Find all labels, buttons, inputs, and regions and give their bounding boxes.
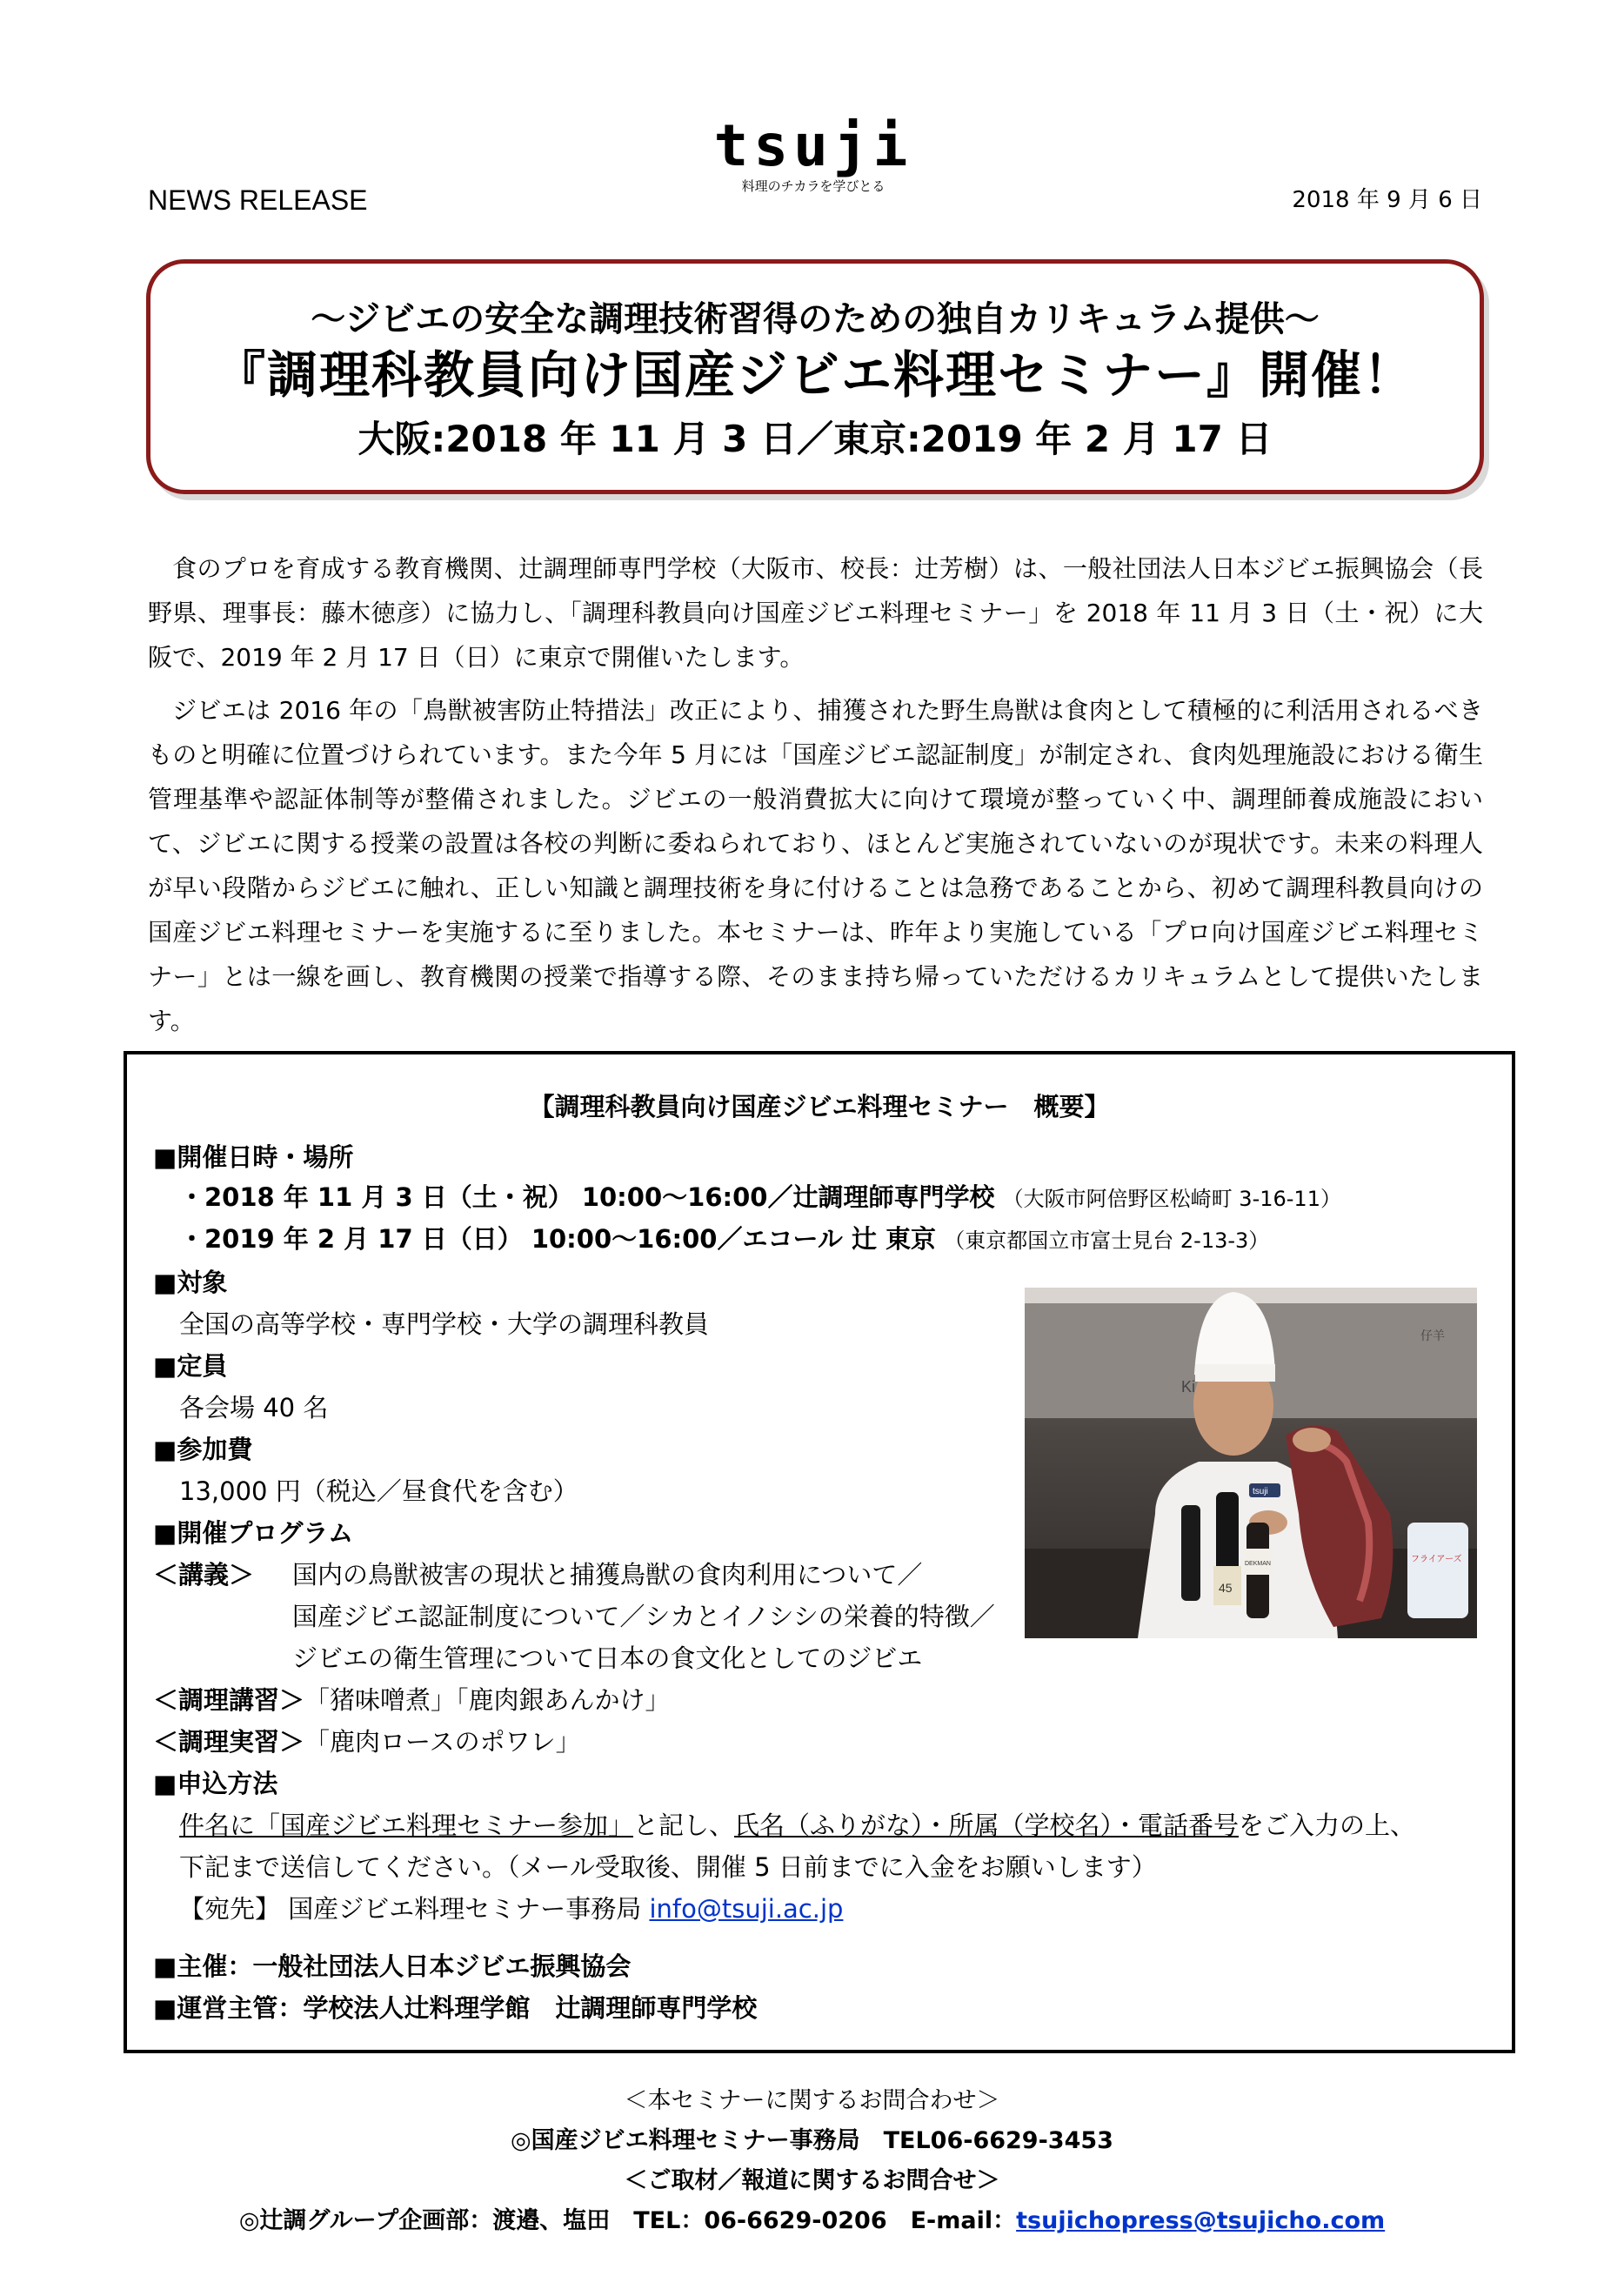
fee-text: 13,000 円（税込／昼食代を含む） — [179, 1476, 578, 1506]
session-tokyo-address: （東京都国立市富士見台 2-13-3） — [944, 1228, 1270, 1253]
demo-text: 「猪味噌煮」「鹿肉銀あんかけ」 — [304, 1685, 671, 1715]
coat-badge: tsuji — [1253, 1487, 1268, 1496]
apply-subject-instruction: 件名に「国産ジビエ料理セミナー参加」 — [179, 1811, 634, 1840]
apply-text-2: をご入力の上、 — [1239, 1811, 1416, 1840]
board-text-2: 仔羊 — [1420, 1329, 1445, 1343]
operator-line: ■運営主管：学校法人辻料理学館 辻調理師専門学校 — [153, 1993, 758, 2023]
lecture-line-2: 国産ジビエ認証制度について／シカとイノシシの栄養的特徴／ — [292, 1602, 995, 1631]
target-text: 全国の高等学校・専門学校・大学の調理科教員 — [179, 1309, 710, 1339]
session-osaka — [179, 1178, 1341, 1214]
release-date: 2018 年 9 月 6 日 — [1292, 187, 1482, 213]
news-release-label: NEWS RELEASE — [148, 184, 368, 216]
schedule-heading: ■開催日時・場所 — [153, 1142, 354, 1172]
lecture-label: ＜講義＞ — [153, 1560, 255, 1590]
lecture-line-3: ジビエの衛生管理について日本の食文化としてのジビエ — [292, 1643, 923, 1673]
session-osaka-main: ・2018 年 11 月 3 日（土・祝） 10:00～16:00／辻調理師専門学校 — [179, 1182, 995, 1212]
target-heading: ■対象 — [153, 1268, 228, 1297]
session-tokyo — [179, 1220, 1269, 1255]
title-box — [146, 259, 1484, 494]
demo-label: ＜調理講習＞ — [153, 1685, 305, 1715]
logo-wordmark: tsuji — [713, 112, 913, 179]
destination-row — [179, 1890, 843, 1925]
logo-tagline: 料理のチカラを学びとる — [741, 178, 886, 194]
tsuji-logo — [696, 113, 931, 197]
lecture-line-1: 国内の鳥獣被害の現状と捕獲鳥獣の食肉利用について／ — [292, 1560, 923, 1590]
summary-box — [124, 1051, 1515, 2053]
practice-label: ＜調理実習＞ — [153, 1727, 305, 1757]
apply-fields-instruction: 氏名（ふりがな）・所属（学校名）・電話番号 — [734, 1811, 1240, 1840]
press-line — [0, 2201, 1624, 2235]
summary-title: 【調理科教員向け国産ジビエ料理セミナー 概要】 — [529, 1092, 1110, 1121]
practice-text: 「鹿肉ロースのポワレ」 — [304, 1727, 581, 1757]
title-main: 『調理科教員向け国産ジビエ料理セミナー』開催！ — [214, 345, 1415, 405]
press-email-link[interactable]: tsujichopress@tsujicho.com — [1016, 2207, 1386, 2234]
session-tokyo-main: ・2019 年 2 月 17 日（日） 10:00～16:00／エコール 辻 東京 — [179, 1224, 937, 1254]
capacity-heading: ■定員 — [153, 1351, 228, 1381]
press-contact: ◎辻調グループ企画部：渡邉、塩田 TEL：06-6629-0206 E-mail： — [238, 2207, 1017, 2234]
program-heading: ■開催プログラム — [153, 1518, 354, 1548]
practice-row — [153, 1723, 581, 1758]
bottle-label: 45 — [1219, 1581, 1233, 1595]
intro-paragraph-2 — [148, 688, 1483, 1043]
fee-heading: ■参加費 — [153, 1435, 253, 1464]
intro-paragraph-1 — [148, 546, 1483, 679]
apply-line-2: 下記まで送信してください。（メール受取後、開催 5 日前までに入金をお願いします） — [179, 1852, 1157, 1882]
apply-text-1: と記し、 — [633, 1811, 735, 1840]
board-text: Ki — [1181, 1378, 1196, 1396]
destination-label: 【宛先】 国産ジビエ料理セミナー事務局 — [179, 1894, 642, 1924]
destination-email-link[interactable]: info@tsuji.ac.jp — [649, 1894, 844, 1924]
title-subtitle: ～ジビエの安全な調理技術習得のための独自カリキュラム提供～ — [311, 299, 1320, 339]
capacity-text: 各会場 40 名 — [179, 1393, 329, 1422]
title-dates: 大阪:2018 年 11 月 3 日／東京:2019 年 2 月 17 日 — [358, 418, 1273, 460]
apply-heading: ■申込方法 — [153, 1769, 278, 1798]
chef-photo-illustration — [1025, 1288, 1477, 1638]
bottle-label-2: DEKMAN — [1245, 1561, 1271, 1567]
chef-photo — [1025, 1288, 1477, 1638]
apply-line-1 — [179, 1806, 1415, 1842]
inquiry-heading: ＜本セミナーに関するお問合わせ＞ — [624, 2087, 1000, 2114]
intro-paragraph-2-text: ジビエは 2016 年の「鳥獣被害防止特措法」改正により、捕獲された野生鳥獣は食肉として積極的に利活用されるべきものと明確に位置づけられています。また今年 5 月には「国産ジビエ認証制度」が制定され、食肉処理施設における衛生管理基準や認証体制等が整備されました。ジビエの一般消費拡大に向けて環境が整っていく中、調理師養成施設において、ジビエに関する授業の設置は各校の判断に委ねられており、ほとんど実施されていないのが現状です。未来の料理人が早い段階からジビエに触れ、正しい知識と調理技術を身に付けることは急務であることから、初めて調理科教員向けの国産ジビエ料理セミナーを実施するに至りました。本セミナーは、昨年より実施している「プロ向け国産ジビエ料理セミナー」とは一線を画し、教育機関の授業で指導する際、そのまま持ち帰っていただけるカリキュラムとして提供いたします。 — [148, 696, 1483, 1035]
kettle-label: フライアーズ — [1411, 1555, 1462, 1564]
session-osaka-address: （大阪市阿倍野区松崎町 3-16-11） — [1002, 1187, 1341, 1211]
inquiry-line: ◎国産ジビエ料理セミナー事務局 TEL06-6629-3453 — [511, 2127, 1113, 2154]
host-line: ■主催：一般社団法人日本ジビエ振興協会 — [153, 1951, 632, 1981]
intro-paragraph-1-text: 食のプロを育成する教育機関、辻調理師専門学校（大阪市、校長：辻芳樹）は、一般社団法人日本ジビエ振興協会（長野県、理事長：藤木徳彦）に協力し、「調理科教員向け国産ジビエ料理セミナー」を 2018 年 11 月 3 日（土・祝）に大阪で、2019 年 2 月 17 日（日）に東京で開催いたします。 — [148, 554, 1483, 672]
demo-row — [153, 1681, 671, 1717]
press-heading: ＜ご取材／報道に関するお問合せ＞ — [624, 2167, 1000, 2194]
